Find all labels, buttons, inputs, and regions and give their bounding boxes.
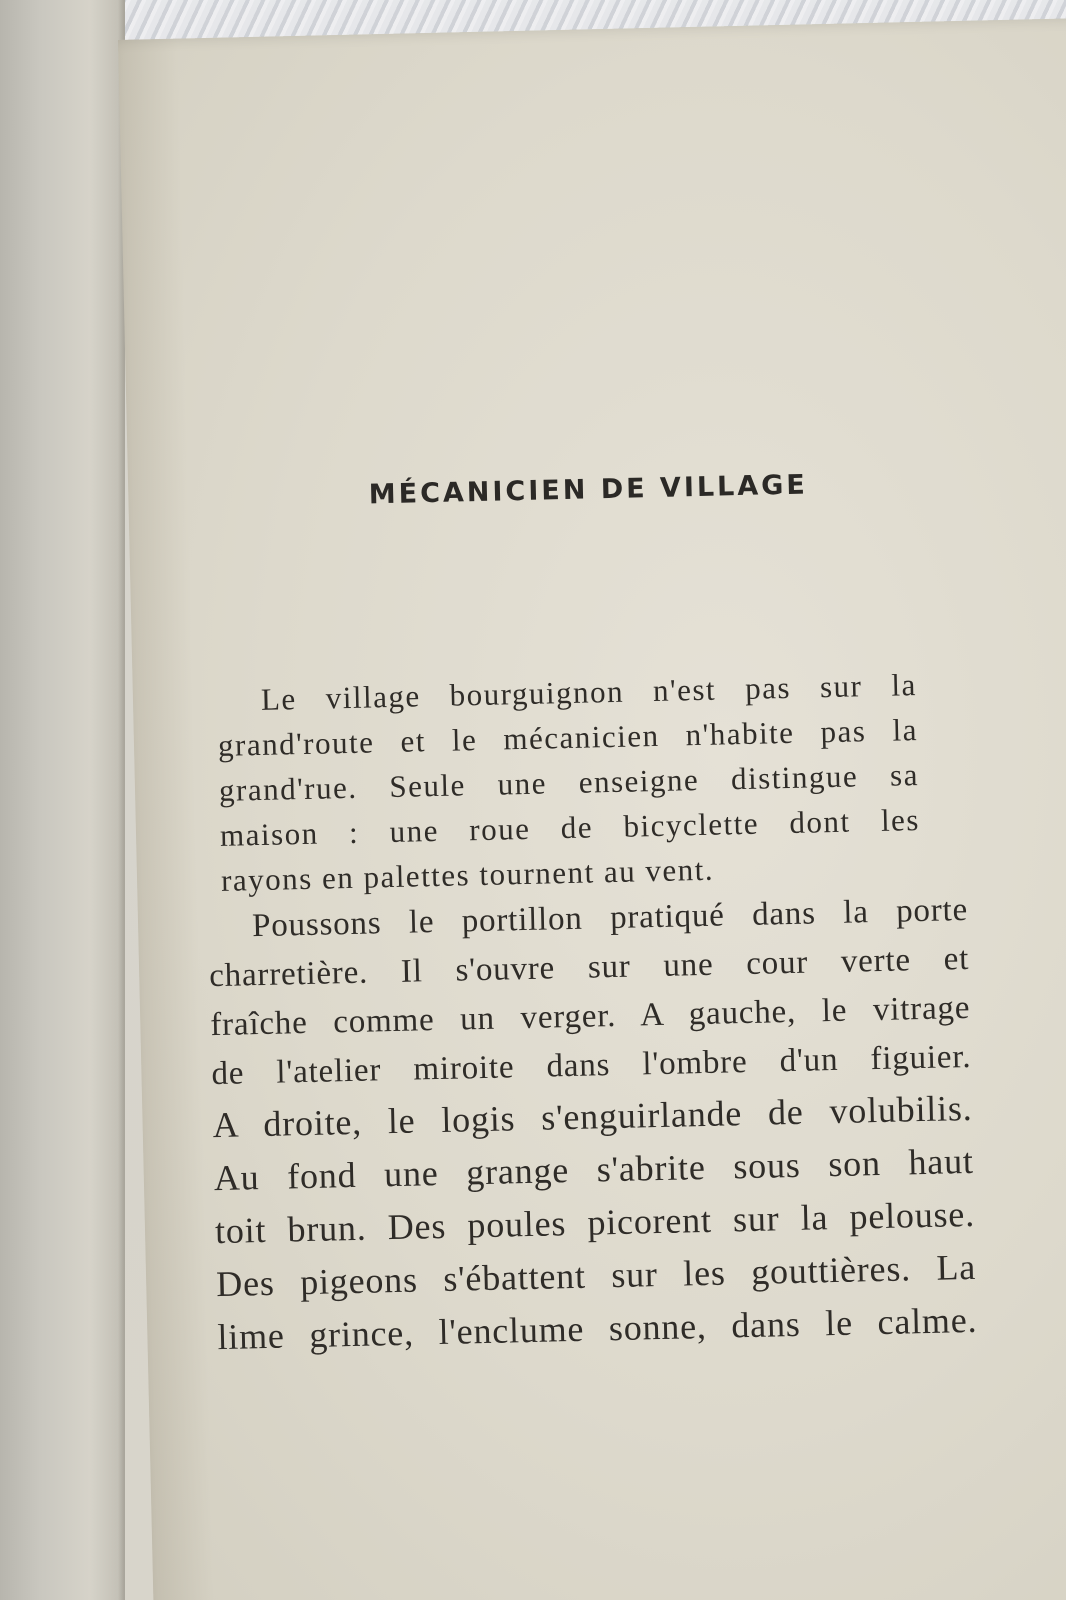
chapter-title: MÉCANICIEN DE VILLAGE (368, 469, 809, 511)
text-line: grand'route et le mécanicien n'habite pas la (217, 712, 919, 763)
paragraph-1 (203, 661, 968, 903)
left-facing-page (0, 0, 125, 1600)
text-line: Au fond une grange s'abrite sous son haut (213, 1140, 975, 1199)
text-line: grand'rue. Seule une enseigne distingue sa (218, 757, 920, 808)
text-line: Le village bourguignon n'est pas sur la (260, 667, 918, 717)
text-line: maison : une roue de bicyclette dont les (219, 802, 921, 853)
text-line: toit brun. Des poules picorent sur la pelouse. (214, 1193, 976, 1252)
text-line: A droite, le logis s'enguirlande de volubilis. (212, 1087, 973, 1146)
text-line: charretière. Il s'ouvre sur une cour verte et (208, 940, 970, 995)
text-line: Poussons le portillon pratiqué dans la porte (251, 891, 969, 945)
text-line: fraîche comme un verger. A gauche, le vitrage (209, 989, 971, 1044)
text-line: rayons en palettes tournent au vent. (220, 851, 715, 898)
text-line: lime grince, l'enclume sonne, dans le calme. (216, 1299, 978, 1358)
text-line: de l'atelier miroite dans l'ombre d'un figuier. (211, 1038, 972, 1093)
text-line: Des pigeons s'ébattent sur les gouttières. La (215, 1246, 977, 1305)
body-text (203, 661, 978, 1364)
book-page (118, 18, 1066, 1600)
paragraph-2 (208, 886, 978, 1364)
